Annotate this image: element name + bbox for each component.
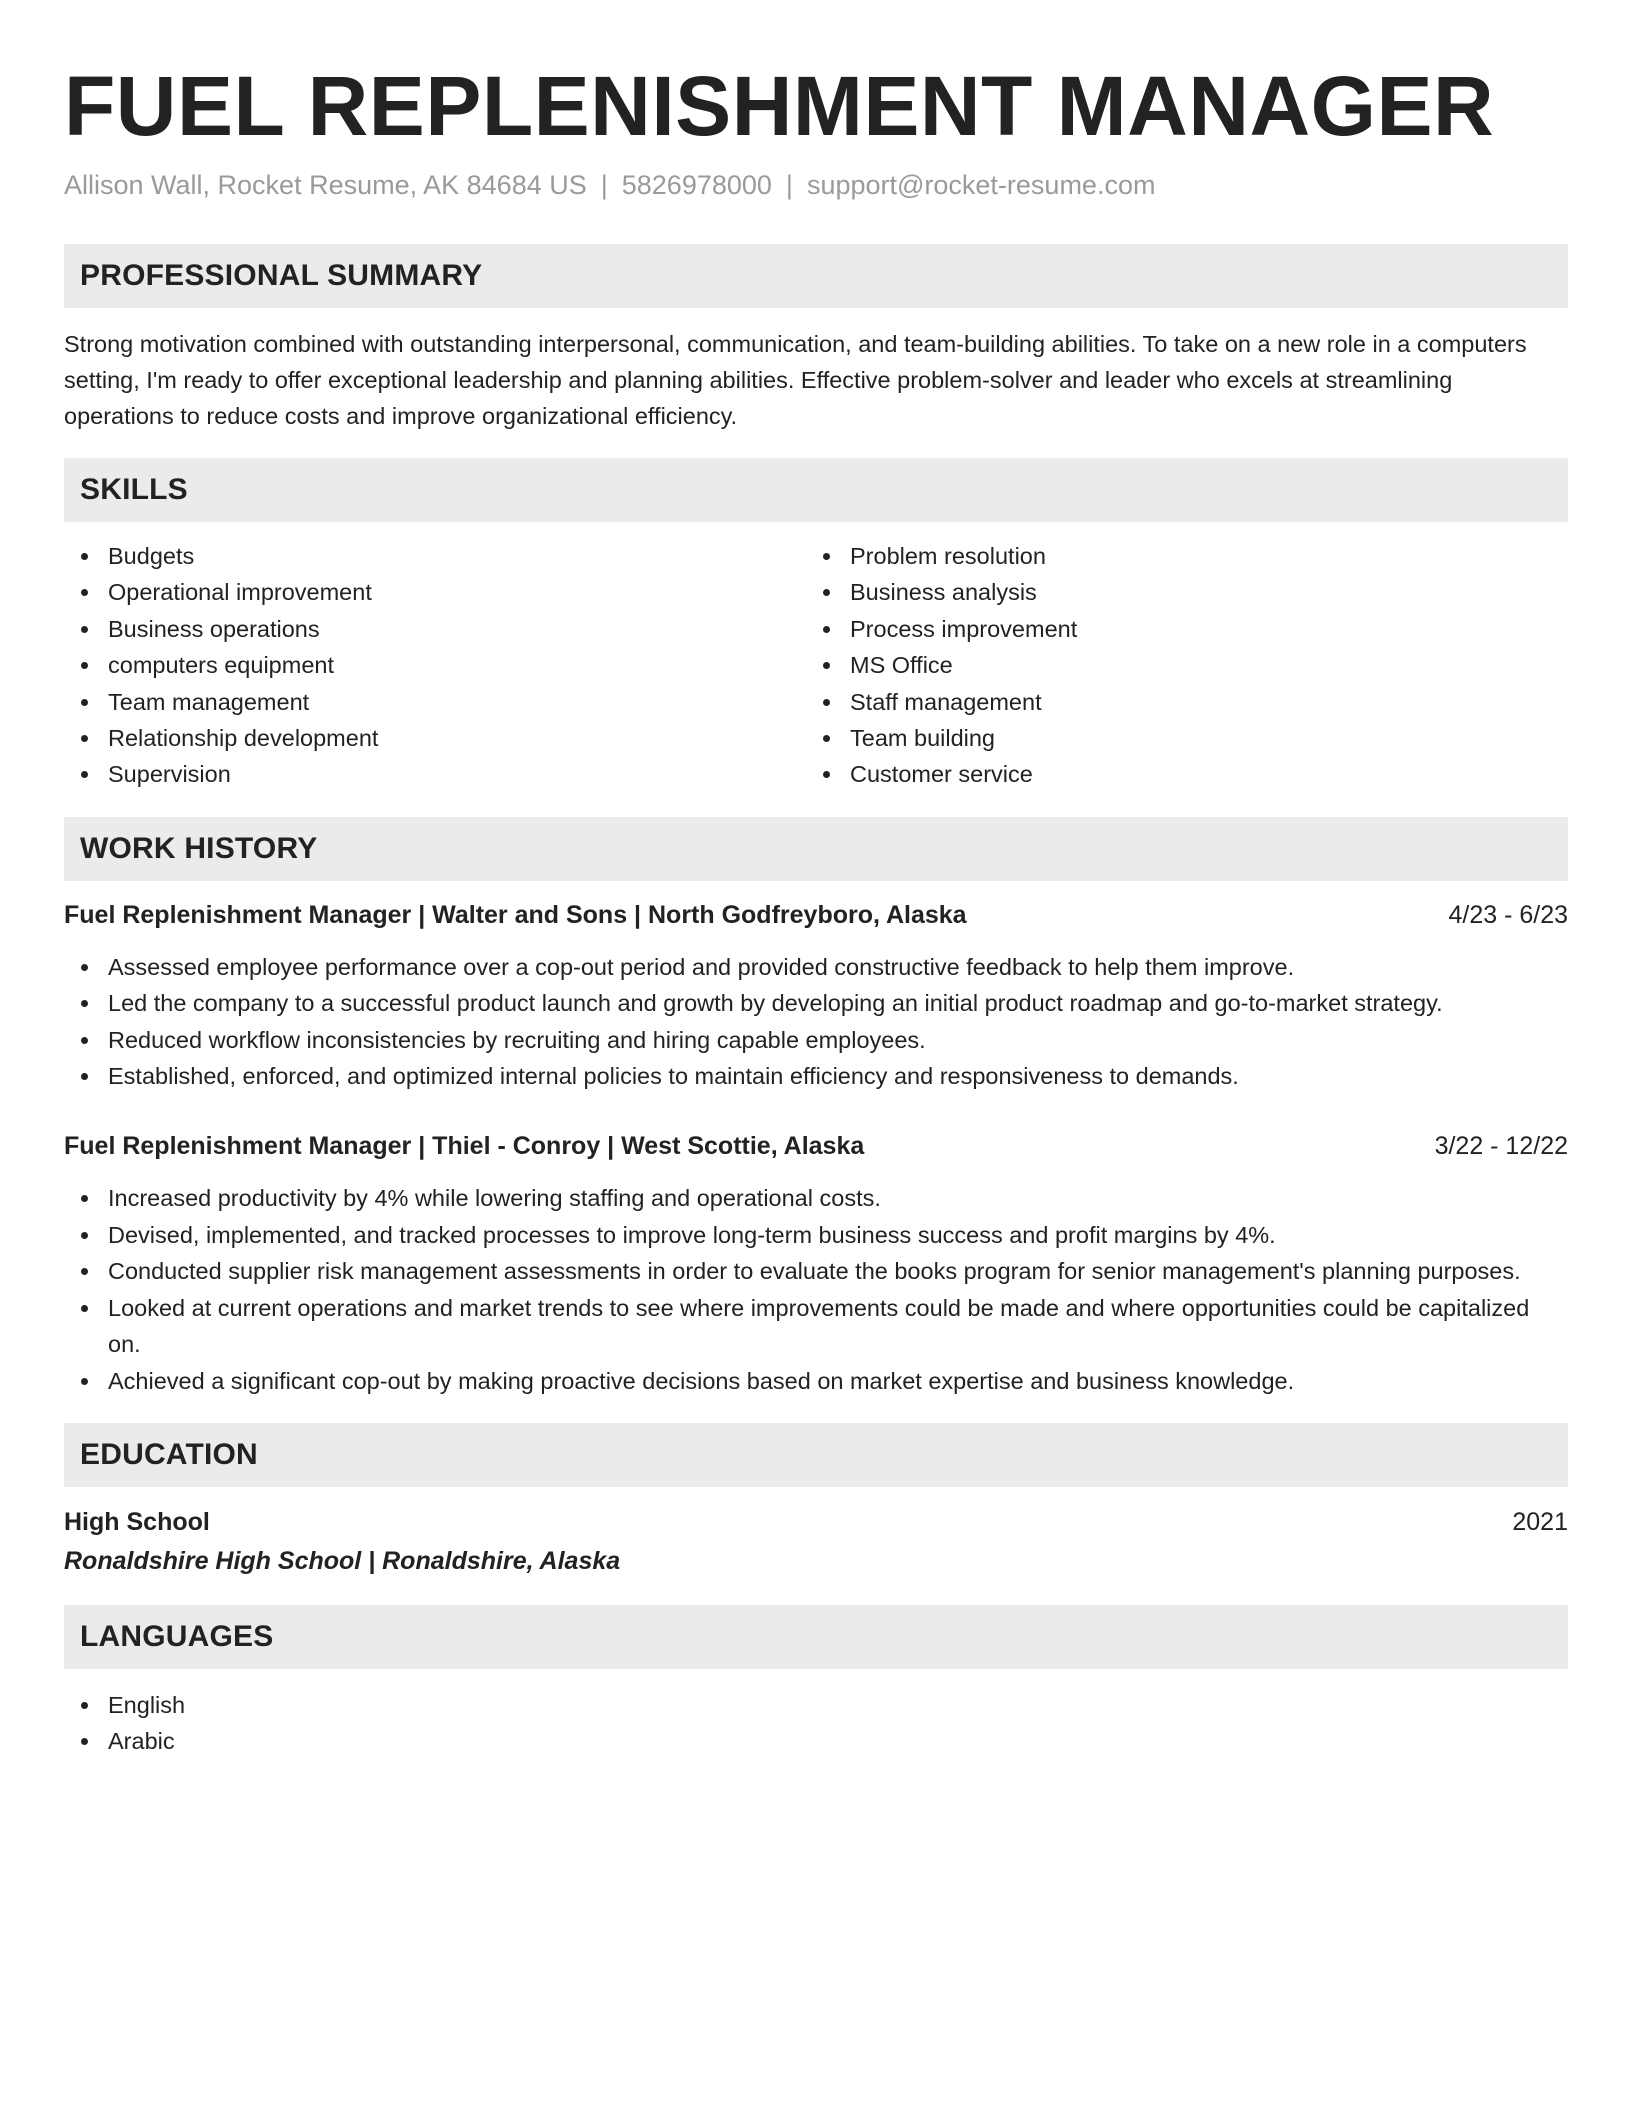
job-header [64,897,1568,933]
job-bullet: Achieved a significant cop-out by making proactive decisions based on market expertise and business knowledge. [64,1363,1568,1399]
skill-item: MS Office [806,647,1548,683]
skill-item: computers equipment [64,647,806,683]
job-bullet: Increased productivity by 4% while lowering staffing and operational costs. [64,1180,1568,1216]
job-entry [64,897,1568,1095]
skill-item: Operational improvement [64,574,806,610]
section-header-languages [64,1605,1568,1669]
section-title: SKILLS [80,473,188,506]
job-bullets [64,949,1568,1095]
contact-separator: | [785,170,793,200]
skill-item: Supervision [64,756,806,792]
section-title: LANGUAGES [80,1619,274,1653]
education-school: Ronaldshire High School | Ronaldshire, Alaska [64,1546,621,1575]
languages-list [64,1687,1568,1760]
job-bullet: Conducted supplier risk management assessments in order to evaluate the books program for senior management's planning purposes. [64,1253,1568,1289]
skill-item: Team building [806,720,1548,756]
contact-line [64,168,1568,202]
section-title: PROFESSIONAL SUMMARY [80,259,483,292]
section-header-summary [64,244,1568,308]
section-title: WORK HISTORY [80,831,318,865]
language-item: Arabic [64,1723,1568,1759]
summary-text: Strong motivation combined with outstanding interpersonal, communication, and team-building abilities. To take on a new role in a computers setting, I'm ready to offer exceptional leadership and planning abilities. Effective problem-solver and leader who excels at streamlining operations to reduce costs and improve organizational efficiency. [64,331,1527,429]
skills-column-left [64,538,806,793]
job-bullet: Led the company to a successful product launch and growth by developing an initial product roadmap and go-to-market strategy. [64,985,1568,1021]
resume-title: FUEL REPLENISHMENT MANAGER [64,59,1495,153]
job-dates: 3/22 - 12/22 [1434,1132,1568,1161]
skill-item: Relationship development [64,720,806,756]
contact-phone: 5826978000 [621,170,772,200]
job-header [64,1128,1568,1164]
education-header [64,1503,1568,1541]
skill-item: Business analysis [806,574,1548,610]
education-entry [64,1503,1568,1581]
skill-item: Budgets [64,538,806,574]
job-dates: 4/23 - 6/23 [1448,900,1568,929]
skill-item: Process improvement [806,611,1548,647]
skills-list [64,538,1568,793]
contact-address: Allison Wall, Rocket Resume, AK 84684 US [64,170,587,200]
section-header-education [64,1423,1568,1487]
job-title: Fuel Replenishment Manager | Thiel - Conroy | West Scottie, Alaska [64,1132,865,1161]
education-year: 2021 [1512,1507,1568,1536]
job-bullets [64,1180,1568,1398]
section-title: EDUCATION [80,1437,258,1471]
job-bullet: Looked at current operations and market trends to see where improvements could be made and where opportunities could be capitalized on. [64,1290,1568,1363]
section-header-work [64,817,1568,881]
skill-item: Customer service [806,756,1548,792]
section-header-skills [64,458,1568,522]
education-degree: High School [64,1507,210,1536]
job-entry [64,1128,1568,1398]
job-bullet: Devised, implemented, and tracked processes to improve long-term business success and profit margins by 4%. [64,1217,1568,1253]
contact-separator: | [600,170,608,200]
job-bullet: Established, enforced, and optimized internal policies to maintain efficiency and responsiveness to demands. [64,1058,1568,1094]
language-item: English [64,1687,1568,1723]
job-title: Fuel Replenishment Manager | Walter and Sons | North Godfreyboro, Alaska [64,900,967,929]
skill-item: Team management [64,684,806,720]
skill-item: Business operations [64,611,806,647]
skill-item: Staff management [806,684,1548,720]
skill-item: Problem resolution [806,538,1548,574]
job-bullet: Assessed employee performance over a cop-out period and provided constructive feedback to help them improve. [64,949,1568,985]
job-bullet: Reduced workflow inconsistencies by recruiting and hiring capable employees. [64,1022,1568,1058]
contact-email: support@rocket-resume.com [806,170,1156,200]
skills-column-right [806,538,1548,793]
